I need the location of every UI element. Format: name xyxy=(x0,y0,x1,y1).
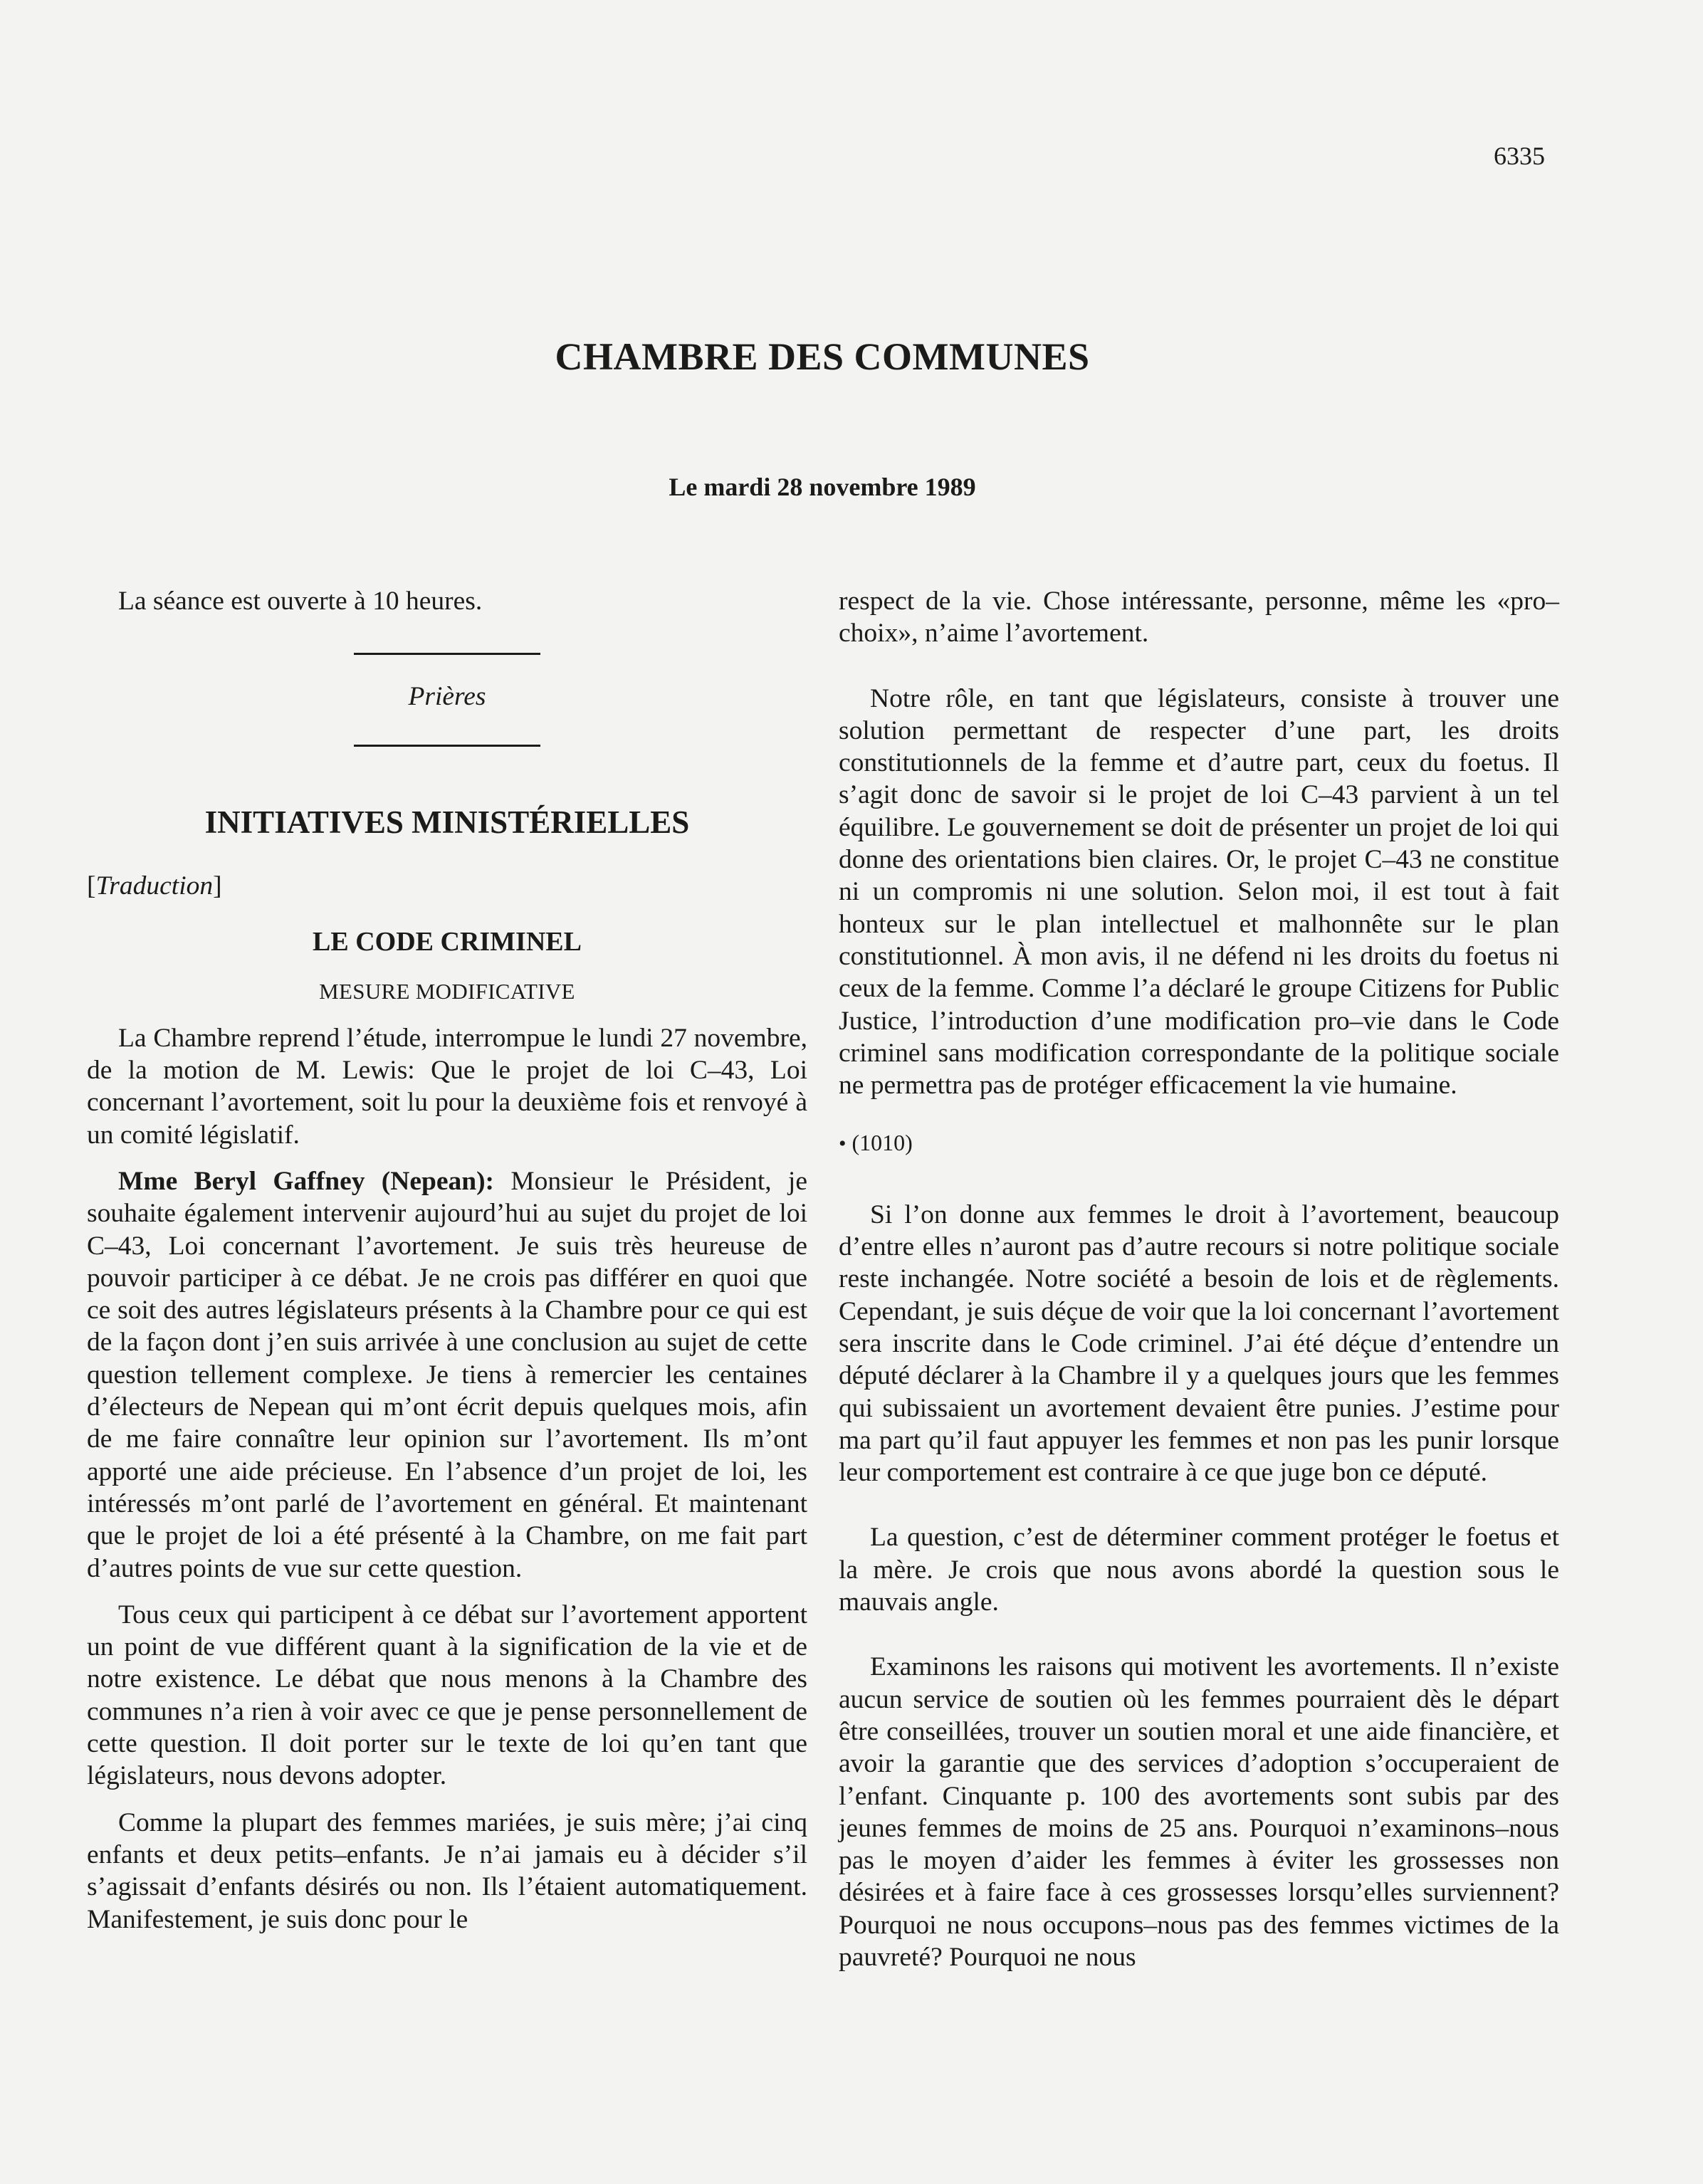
divider-rule xyxy=(354,653,540,655)
divider-rule xyxy=(354,745,540,747)
translation-note xyxy=(87,870,807,902)
time-stamp: (1010) xyxy=(846,1130,913,1156)
opening-line: La séance est ouverte à 10 heures. xyxy=(118,587,483,616)
speech-text: Monsieur le Président, je souhaite également intervenir aujourd’hui au sujet du projet de loi C–43, Loi concernant l’avortement. Je suis très heureuse de pouvoir participer à ce débat. Je ne crois pas différer en quoi que ce soit des autres législateurs présents à la Chambre pour ce qui est de la façon dont j’en suis arrivée à une conclusion au sujet de cette question tellement complexe. Je tiens à remercier les centaines d’électeurs de Nepean qui m’ont écrit depuis quelques mois, afin de me faire connaître leur opinion sur l’avortement. Ils m’ont apporté une aide précieuse. En l’absence d’un projet de loi, les intéressés m’ont parlé de l’avortement en général. Et maintenant que le projet de loi a été présenté à la Chambre, on me fait part d’autres points de vue sur cette question. xyxy=(87,1166,807,1583)
bracket-open: [ xyxy=(87,871,96,901)
bill-heading: LE CODE CRIMINEL xyxy=(313,927,582,957)
paragraph: respect de la vie. Chose intéressante, personne, même les «pro–choix», n’aime l’avortement. xyxy=(839,587,1559,649)
time-marker xyxy=(839,1127,1559,1160)
paragraph: Si l’on donne aux femmes le droit à l’avortement, beaucoup d’entre elles n’auront pas d’autre recours si notre politique sociale reste inchangée. Notre société a besoin de lois et de règlements. Cependant, je suis déçue de voir que la loi concernant l’avortement sera inscrite dans le Code criminel. J’ai été déçue d’entendre un député déclarer à la Chambre il y a quelques jours que les femmes qui subissaient un avortement devaient être punies. J’estime pour ma part qu’il faut appuyer les femmes et non pas les punir lorsque leur comportement est contraire à ce que juge bon ce député. xyxy=(839,1199,1559,1488)
section-heading: INITIATIVES MINISTÉRIELLES xyxy=(204,804,690,840)
right-column xyxy=(839,585,1559,1973)
page-title: CHAMBRE DES COMMUNES xyxy=(555,335,1090,378)
sitting-date: Le mardi 28 novembre 1989 xyxy=(669,473,976,501)
paragraph: La Chambre reprend l’étude, interrompue le lundi 27 novembre, de la motion de M. Lewis: Que le projet de loi C–43, Loi concernant l’avortement, soit lu pour la deuxième fois et renvoyé à un comité législatif. xyxy=(87,1023,807,1150)
paragraph: Examinons les raisons qui motivent les avortements. Il n’existe aucun service de soutien où les femmes pourraient dès le départ être conseillées, trouver un soutien moral et une aide financière, et avoir la garantie que des services d’adoption s’occuperaient de l’enfant. Cinquante p. 100 des avortements sont subis par des jeunes femmes de moins de 25 ans. Pourquoi n’examinons–nous pas le moyen d’aider les femmes à éviter les grossesses non désirées et à faire face à ces grossesses lorsqu’elles surviennent? Pourquoi ne nous occupons–nous pas des femmes victimes de la pauvreté? Pourquoi ne nous xyxy=(839,1652,1559,1972)
page-number: 6335 xyxy=(1494,142,1545,170)
left-column xyxy=(87,585,807,1936)
paragraph: Tous ceux qui participent à ce débat sur l’avortement apportent un point de vue différent quant à la signification de la vie et de notre existence. Le débat que nous menons à la Chambre des communes n’a rien à voir avec ce que je pense personnellement de cette question. Il doit porter sur le texte de loi qu’en tant que législateurs, nous devons adopter. xyxy=(87,1600,807,1791)
bullet-icon: • xyxy=(839,1132,847,1156)
translation-word: Traduction xyxy=(95,871,214,901)
speaker-name: Mme Beryl Gaffney (Nepean): xyxy=(118,1166,495,1196)
paragraph: Notre rôle, en tant que législateurs, consiste à trouver une solution permettant de respecter d’une part, les droits constitutionnels de la femme et d’autre part, ceux du foetus. Il s’agit donc de savoir si le projet de loi C–43 parvient à un tel équilibre. Le gouvernement se doit de présenter un projet de loi qui donne des orientations bien claires. Or, le projet C–43 ne constitue ni un compromis ni une solution. Selon moi, il est tout à fait honteux sur le plan intellectuel et malhonnête sur le plan constitutionnel. À mon avis, il ne défend ni les droits du foetus ni ceux de la femme. Comme l’a déclaré le groupe Citizens for Public Justice, l’introduction d’une modification pro–vie dans le Code criminel sans modification correspondante de la politique sociale ne permettra pas de protéger efficacement la vie humaine. xyxy=(839,683,1559,1101)
bracket-close: ] xyxy=(213,871,222,901)
prayers-label: Prières xyxy=(408,682,486,712)
speech-paragraph xyxy=(87,1165,807,1585)
paragraph: La question, c’est de déterminer comment protéger le foetus et la mère. Je crois que nous avons abordé la question sous le mauvais angle. xyxy=(839,1523,1559,1617)
paragraph: Comme la plupart des femmes mariées, je suis mère; j’ai cinq enfants et deux petits–enfants. Je n’ai jamais eu à décider s’il s’agissait d’enfants désirés ou non. Ils l’étaient automatiquement. Manifestement, je suis donc pour le xyxy=(87,1807,807,1934)
bill-subheading: MESURE MODIFICATIVE xyxy=(319,979,575,1004)
